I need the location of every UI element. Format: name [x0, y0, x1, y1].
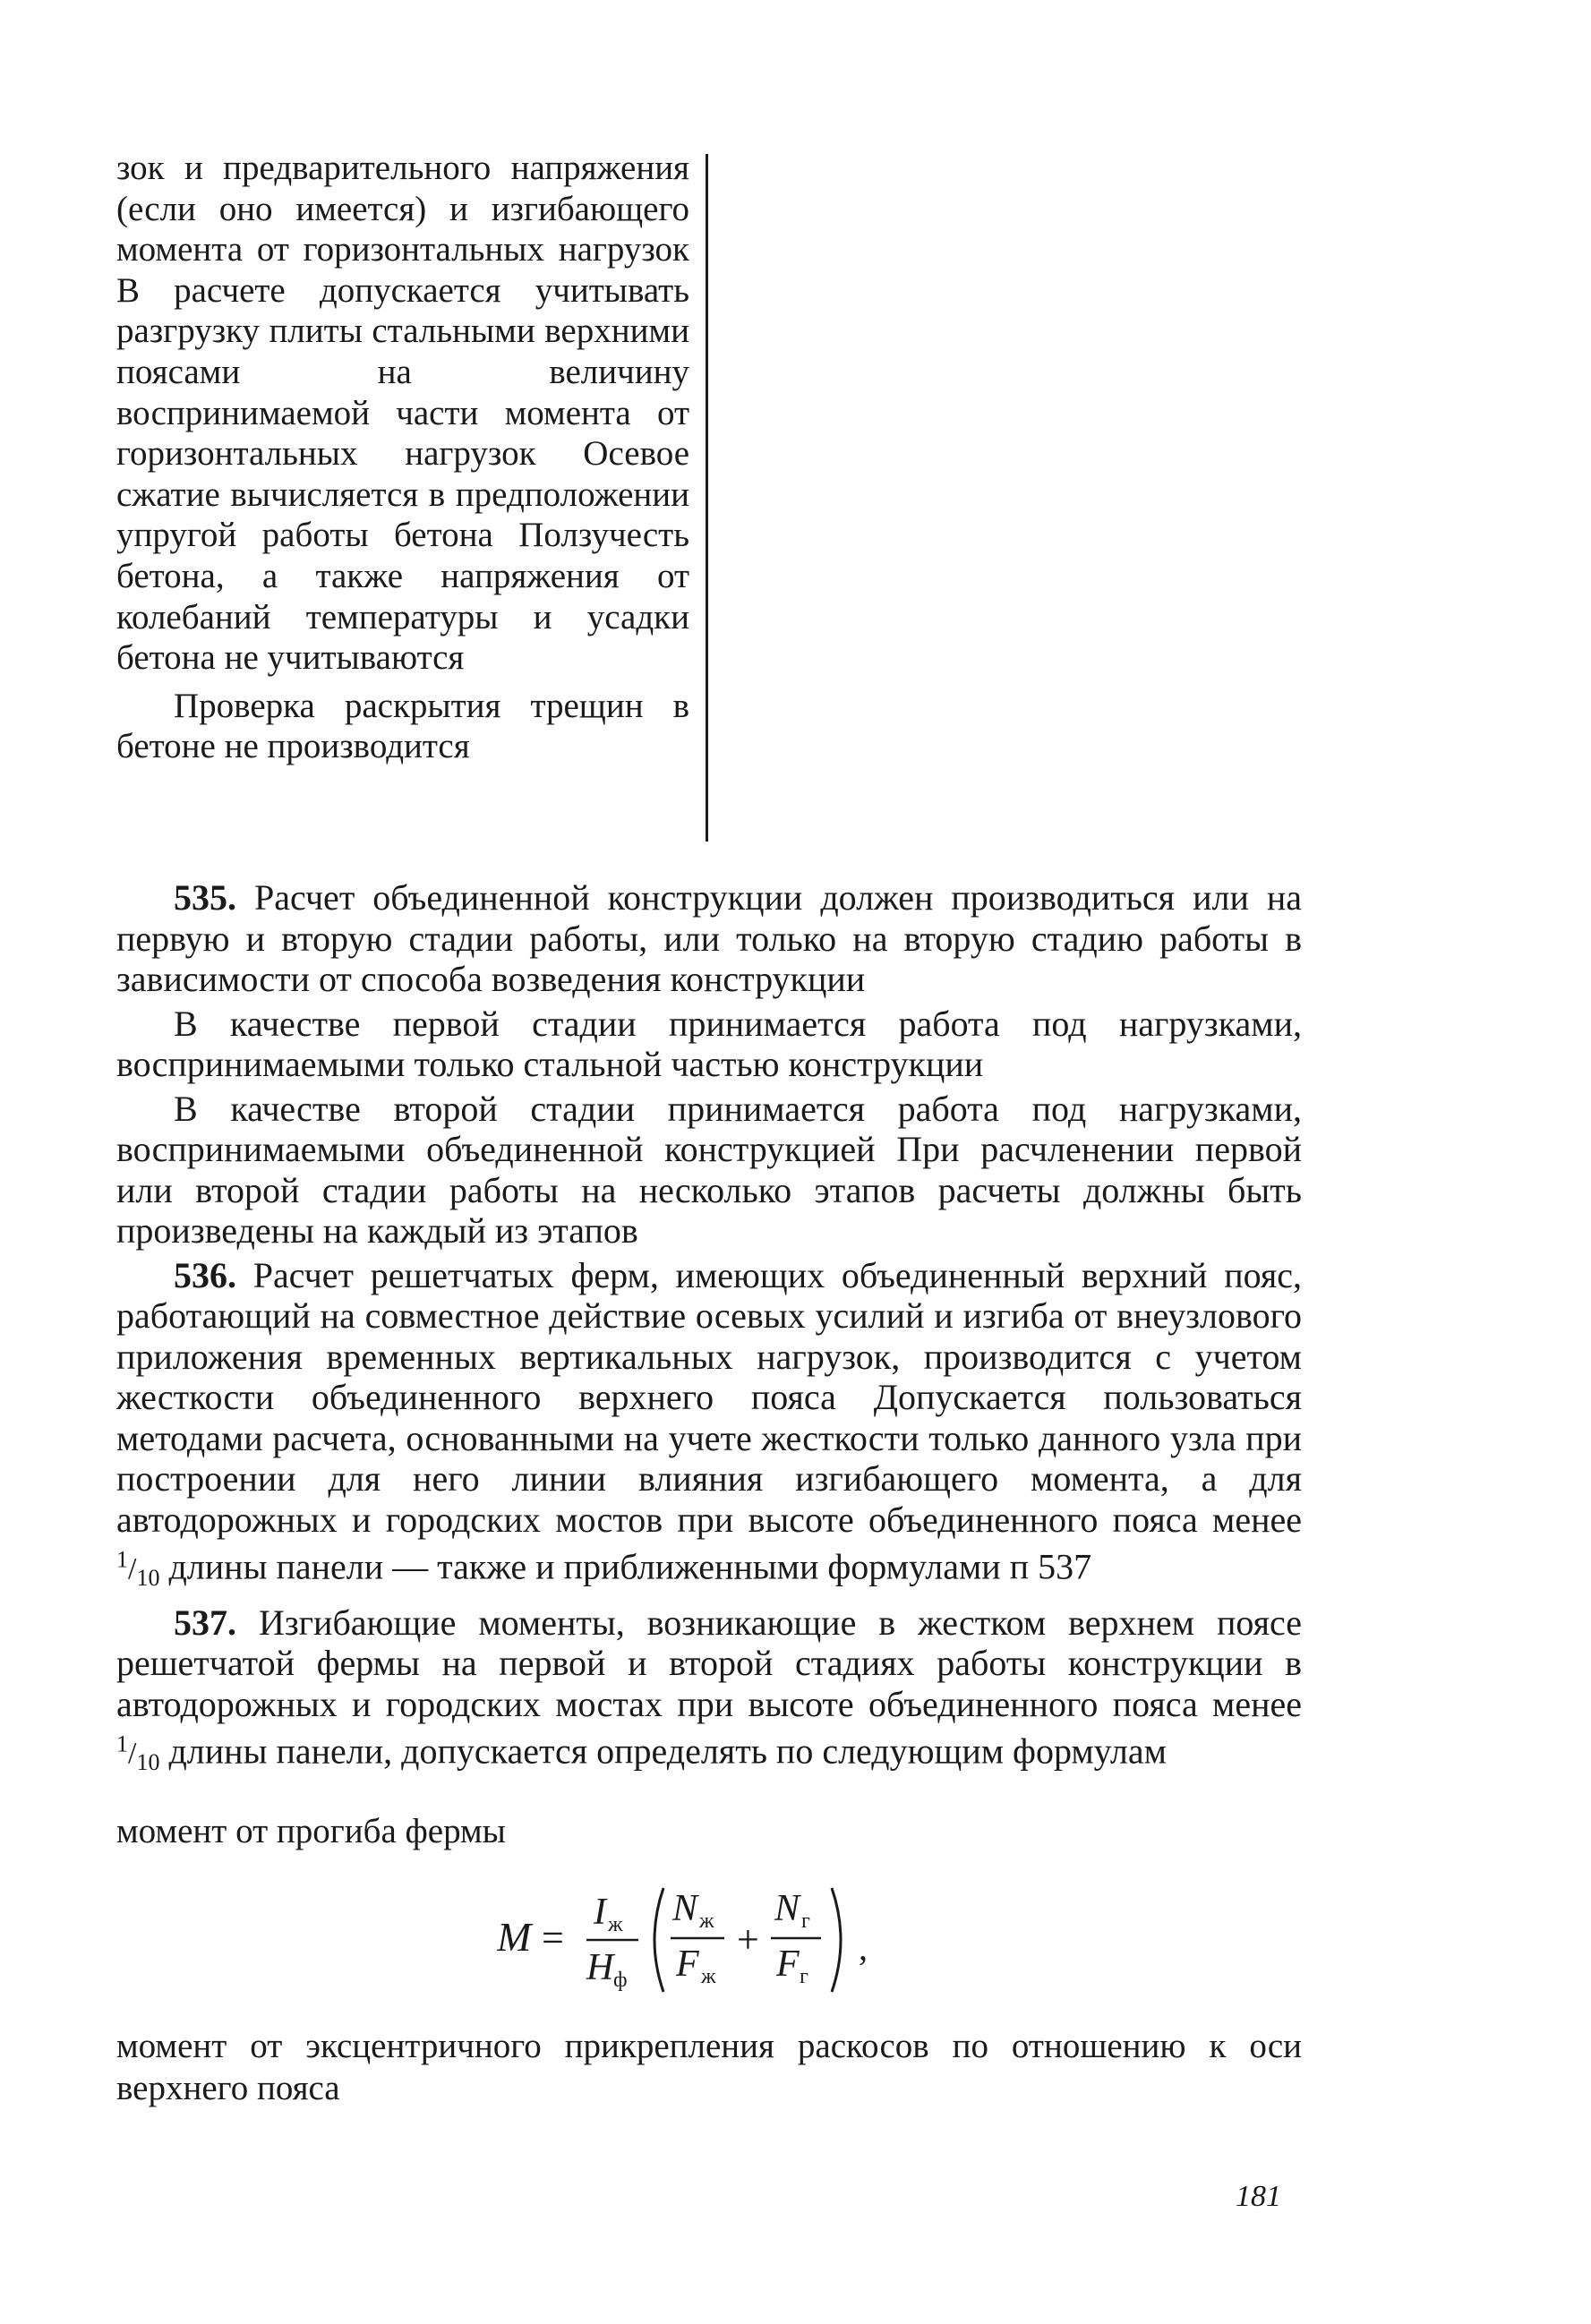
paragraph-535	[116, 877, 1302, 1000]
paragraph-text: Расчет объединенной конструкции должен производиться или на первую и вторую стадии работы, или только на вторую стадию работы в зависимости от способа возведения конструкции	[116, 877, 1302, 999]
clause-number: 535.	[174, 877, 236, 918]
column-rule	[706, 154, 708, 842]
formula-N2: N	[774, 1888, 800, 1929]
fraction: $^1/_{10}$	[116, 1731, 160, 1776]
formula-label: момент от прогиба фермы	[116, 1812, 506, 1850]
clause-number: 536.	[174, 1254, 236, 1295]
left-paren	[654, 1888, 663, 1992]
paragraph-536	[116, 1255, 1302, 1599]
narrow-column-text	[116, 148, 689, 767]
formula-equals: =	[542, 1916, 564, 1960]
clause-number: 537.	[174, 1602, 236, 1643]
formula-lhs: M	[497, 1914, 532, 1960]
main-text	[116, 877, 1302, 1787]
formula-F2: F	[776, 1944, 800, 1985]
right-paren	[832, 1888, 841, 1992]
formula-plus: +	[737, 1918, 759, 1961]
paragraph-text: длины панели — также и приближенными формулами п 537	[159, 1546, 1092, 1587]
formula-F2-sub: г	[800, 1965, 808, 1988]
paragraph-text: длины панели, допускается определять по следующим формулам	[159, 1730, 1167, 1772]
page-number: 181	[1236, 2180, 1281, 2213]
formula-N1-sub: ж	[699, 1910, 714, 1933]
formula-F1: F	[676, 1944, 699, 1985]
formula-N2-sub: г	[801, 1910, 810, 1933]
fraction-numerator: 1	[116, 1731, 128, 1758]
fraction-denominator: 10	[136, 1565, 160, 1592]
column-paragraph: зок и предварительного напряжения (если оно имеется) и изгибающего момента от горизонтальных нагрузок В расчете допускается учитывать разгрузку плиты стальными верхними поясами на величину воспринимаемой части момента от горизонтальных нагрузок Осевое сжатие вычисляется в предположении упругой работы бетона Ползучесть бетона, а также напряжения от колебаний температуры и усадки бетона не учитываются	[116, 149, 689, 678]
column-paragraph: Проверка раскрытия трещин в бетоне не производится	[116, 686, 689, 766]
formula-H: H	[586, 1947, 614, 1988]
paragraph-537	[116, 1602, 1302, 1783]
formula-F1-sub: ж	[701, 1965, 716, 1988]
paragraph-text: Расчет решетчатых ферм, имеющих объединенный верхний пояс, работающий на совместное действие осевых усилий и изгиба от внеузлового приложения временных вертикальных нагрузок, производится с учетом жесткости объединенного верхнего пояса Допускается пользоваться методами расчета, основанными на учете жесткости только данного узла при построении для него линии влияния изгибающего момента, а для автодорожных и городских мостов при высоте объединенного пояса менее	[116, 1254, 1302, 1540]
formula-I-sub: ж	[608, 1913, 623, 1936]
after-formula-text	[116, 2025, 1302, 2109]
fraction-denominator: 10	[136, 1749, 160, 1776]
fraction-numerator: 1	[116, 1547, 128, 1573]
moment-formula	[497, 1875, 927, 2005]
paragraph-text: Изгибающие моменты, возникающие в жестком верхнем поясе решетчатой фермы на первой и второй стадиях работы конструкции в автодорожных и городских мостах при высоте объединенного пояса менее	[116, 1602, 1302, 1724]
paragraph-stage-2: В качестве второй стадии принимается работа под нагрузками, воспринимаемыми объединенной конструкцией При расчленении первой или второй стадии работы на несколько этапов расчеты должны быть произведены на каждый из этапов	[116, 1088, 1302, 1251]
formula-H-sub: ф	[613, 1969, 628, 1992]
paragraph-stage-1: В качестве первой стадии принимается работа под нагрузками, воспринимаемыми только стальной частью конструкции	[116, 1003, 1302, 1084]
formula-trailing-comma: ,	[859, 1927, 868, 1968]
after-formula-paragraph: момент от эксцентричного прикрепления раскосов по отношению к оси верхнего пояса	[116, 2027, 1302, 2107]
formula-N1: N	[672, 1888, 698, 1929]
formula-I: I	[594, 1892, 606, 1933]
fraction: $^1/_{10}$	[116, 1547, 160, 1592]
